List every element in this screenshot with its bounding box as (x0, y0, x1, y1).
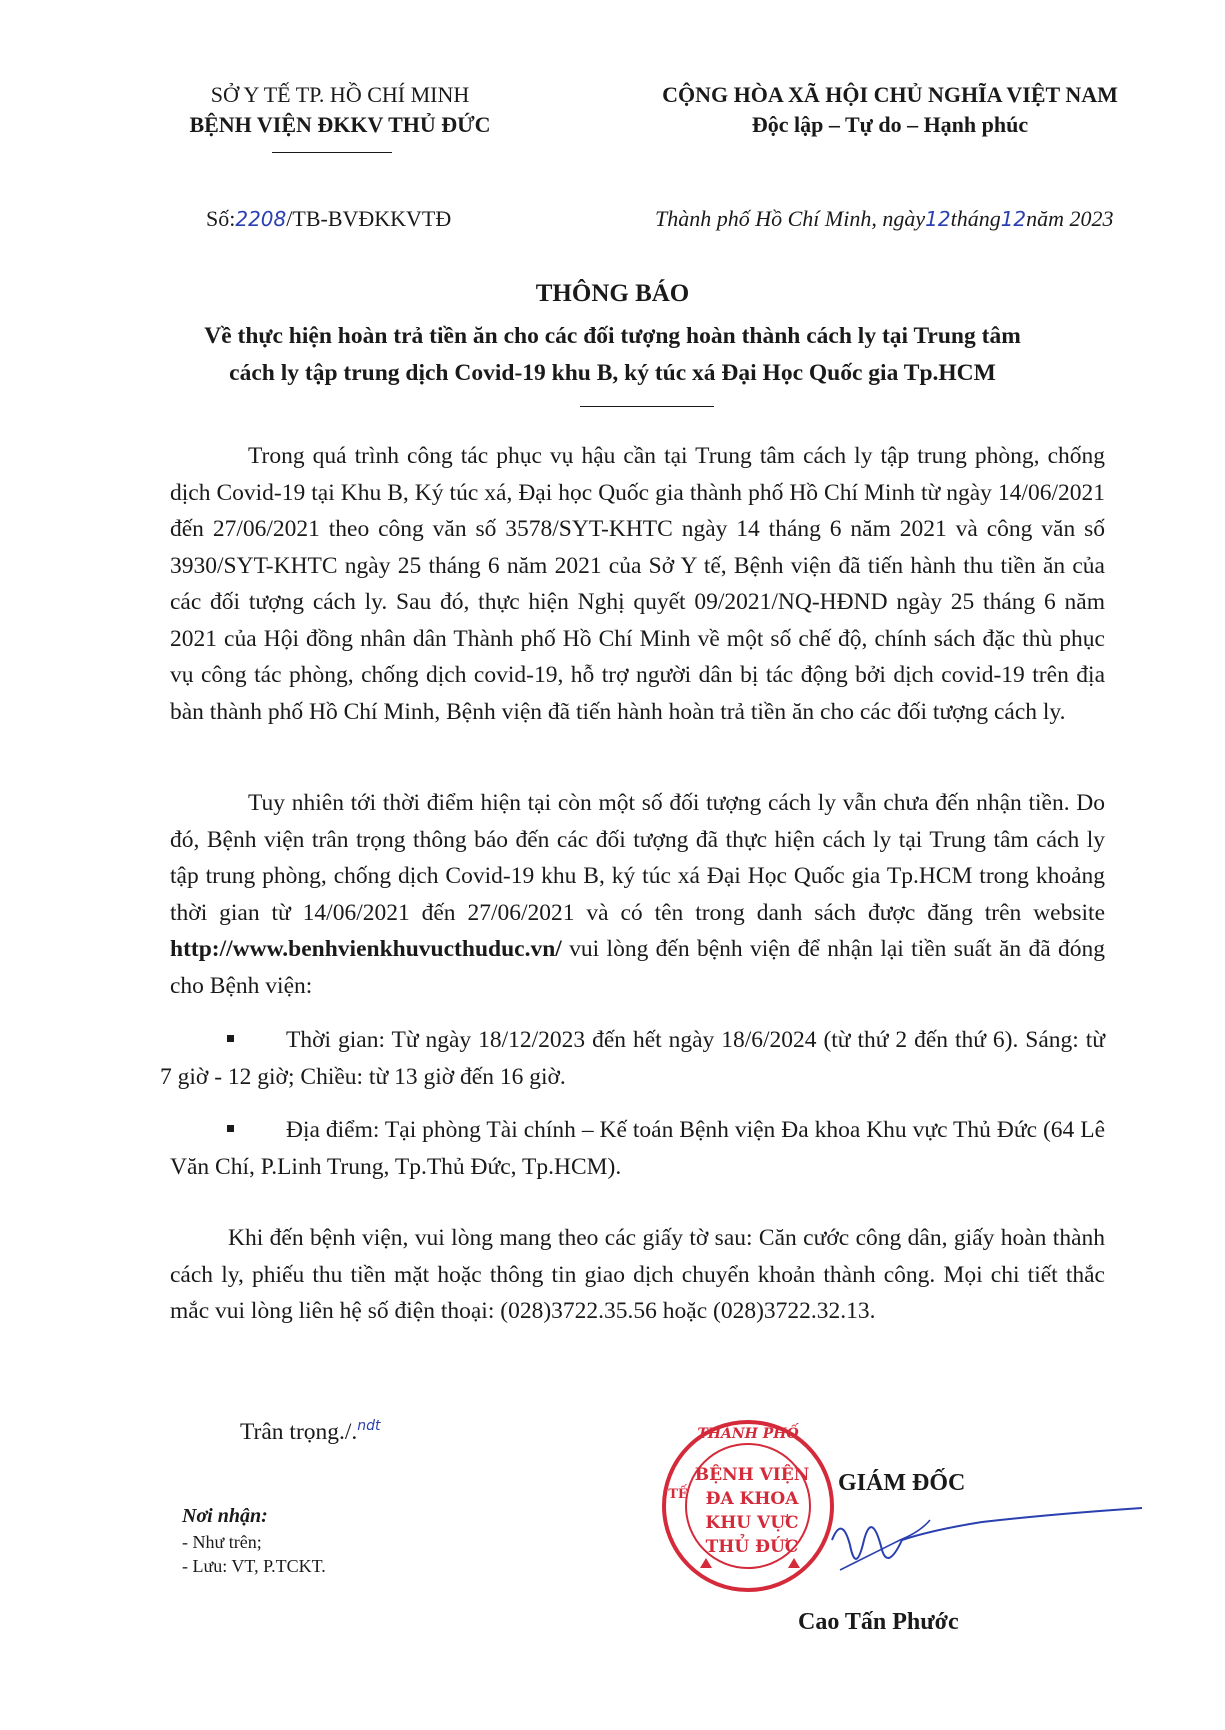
recipients (182, 1502, 326, 1578)
date-line (655, 206, 1114, 232)
hospital-seal-icon (660, 1418, 836, 1594)
square-bullet-icon (227, 1125, 234, 1132)
signature-scribble-icon (820, 1500, 1150, 1620)
recipient-item: - Như trên; (182, 1532, 262, 1552)
date-month: 12 (1000, 207, 1027, 231)
paragraph-3: Khi đến bệnh viện, vui lòng mang theo các giấy tờ sau: Căn cước công dân, giấy hoàn thành cách ly, phiếu thu tiền mặt hoặc thông tin giao dịch chuyển khoản thành công. Mọi chi tiết thắc mắc vui lòng liên hệ số điện thoại: (028)3722.35.56 hoặc (028)3722.32.13. (170, 1225, 1105, 1324)
title-divider (580, 406, 714, 407)
notice-subtitle (80, 318, 1145, 392)
closing-text: Trân trọng./. (240, 1418, 358, 1445)
date-part2: tháng (950, 206, 1001, 231)
seal-left-text: TẾ (668, 1487, 688, 1502)
date-part1: Thành phố Hồ Chí Minh, ngày (655, 206, 926, 231)
paragraph-2-end: vui lòng đến bệnh viện để nhận lại tiền suất ăn đã đóng cho Bệnh viện: (170, 936, 1106, 999)
motto-line: Độc lập – Tự do – Hạnh phúc (751, 112, 1029, 137)
ministry-line: SỞ Y TẾ TP. HỒ CHÍ MINH (210, 82, 470, 107)
date-part3: năm 2023 (1026, 206, 1114, 231)
subtitle-line2: cách ly tập trung dịch Covid-19 khu B, ký túc xá Đại Học Quốc gia Tp.HCM (229, 360, 996, 386)
paragraph-1: Trong quá trình công tác phục vụ hậu cần tại Trung tâm cách ly tập trung phòng, chống dịch Covid-19 tại Khu B, Ký túc xá, Đại học Quốc gia thành phố Hồ Chí Minh từ ngày 14/06/2021 đến 27/06/2021 theo công văn số 3578/SYT-KHTC ngày 14 tháng 6 năm 2021 và công văn số 3930/SYT-KHTC ngày 25 tháng 6 năm 2021 của Sở Y tế, Bệnh viện đã tiến hành thu tiền ăn của các đối tượng cách ly. Sau đó, thực hiện Nghị quyết 09/2021/NQ-HĐND ngày 25 tháng 6 năm 2021 của Hội đồng nhân dân Thành phố Hồ Chí Minh về một số chế độ, chính sách đặc thù phục vụ công tác phòng, chống dịch covid-19, hỗ trợ người dân bị tác động bởi dịch covid-19 trên địa bàn thành phố Hồ Chí Minh, Bệnh viện đã tiến hành hoàn trả tiền ăn cho các đối tượng cách ly. (170, 443, 1105, 725)
seal-top-text: THÀNH PHỐ (697, 1426, 799, 1442)
closing (240, 1418, 381, 1446)
seal-line: ĐA KHOA (705, 1489, 799, 1509)
bullet-time (160, 1022, 1105, 1095)
signer-name: Cao Tấn Phước (798, 1609, 959, 1635)
bullet-location (170, 1112, 1105, 1185)
header-left-divider (272, 152, 392, 153)
doc-number (206, 206, 451, 232)
seal-line: THỦ ĐỨC (705, 1537, 799, 1557)
bullet-time-text: Thời gian: Từ ngày 18/12/2023 đến hết ngày 18/6/2024 (từ thứ 2 đến thứ 6). Sáng: từ 7 giờ - 12 giờ; Chiều: từ 13 giờ đến 16 giờ. (160, 1027, 1105, 1090)
hospital-line: BỆNH VIỆN ĐKKV THỦ ĐỨC (189, 112, 491, 137)
doc-number-prefix: Số: (206, 206, 236, 231)
agency-header (150, 80, 530, 140)
seal-line: BỆNH VIỆN (694, 1465, 810, 1485)
seal-line: KHU VỰC (705, 1513, 799, 1533)
bullet-location-text: Địa điểm: Tại phòng Tài chính – Kế toán Bệnh viện Đa khoa Khu vực Thủ Đức (64 Lê Văn Chí, P.Linh Trung, Tp.Thủ Đức, Tp.HCM). (170, 1117, 1105, 1180)
website-link[interactable]: http://www.benhvienkhuvucthuduc.vn/ (170, 936, 562, 962)
doc-number-handwritten: 2208 (235, 207, 287, 231)
square-bullet-icon (227, 1035, 234, 1042)
subtitle-line1: Về thực hiện hoàn trả tiền ăn cho các đối tượng hoàn thành cách ly tại Trung tâm (204, 323, 1021, 349)
country-line: CỘNG HÒA XÃ HỘI CHỦ NGHĨA VIỆT NAM (662, 82, 1118, 107)
national-header (640, 80, 1140, 140)
signature-role: GIÁM ĐỐC (838, 1470, 966, 1496)
date-day: 12 (925, 207, 951, 231)
recipient-item: - Lưu: VT, P.TCKT. (182, 1556, 326, 1576)
paragraph-2-text: Tuy nhiên tới thời điểm hiện tại còn một số đối tượng cách ly vẫn chưa đến nhận tiền. Do đó, Bệnh viện trân trọng thông báo đến các đối tượng đã thực hiện cách ly tại Trung tâm cách ly tập trung phòng, chống dịch Covid-19 khu B, ký túc xá Đại Học Quốc gia Tp.HCM trong khoảng thời gian từ 14/06/2021 đến 27/06/2021 và có tên trong danh sách được đăng trên website (170, 790, 1105, 926)
doc-number-suffix: /TB-BVĐKKVTĐ (286, 206, 452, 231)
recipients-label: Nơi nhận: (182, 1505, 268, 1527)
closing-initial: ndt (357, 1418, 381, 1434)
paragraph-2 (170, 785, 1105, 1004)
notice-title: THÔNG BÁO (535, 280, 690, 307)
